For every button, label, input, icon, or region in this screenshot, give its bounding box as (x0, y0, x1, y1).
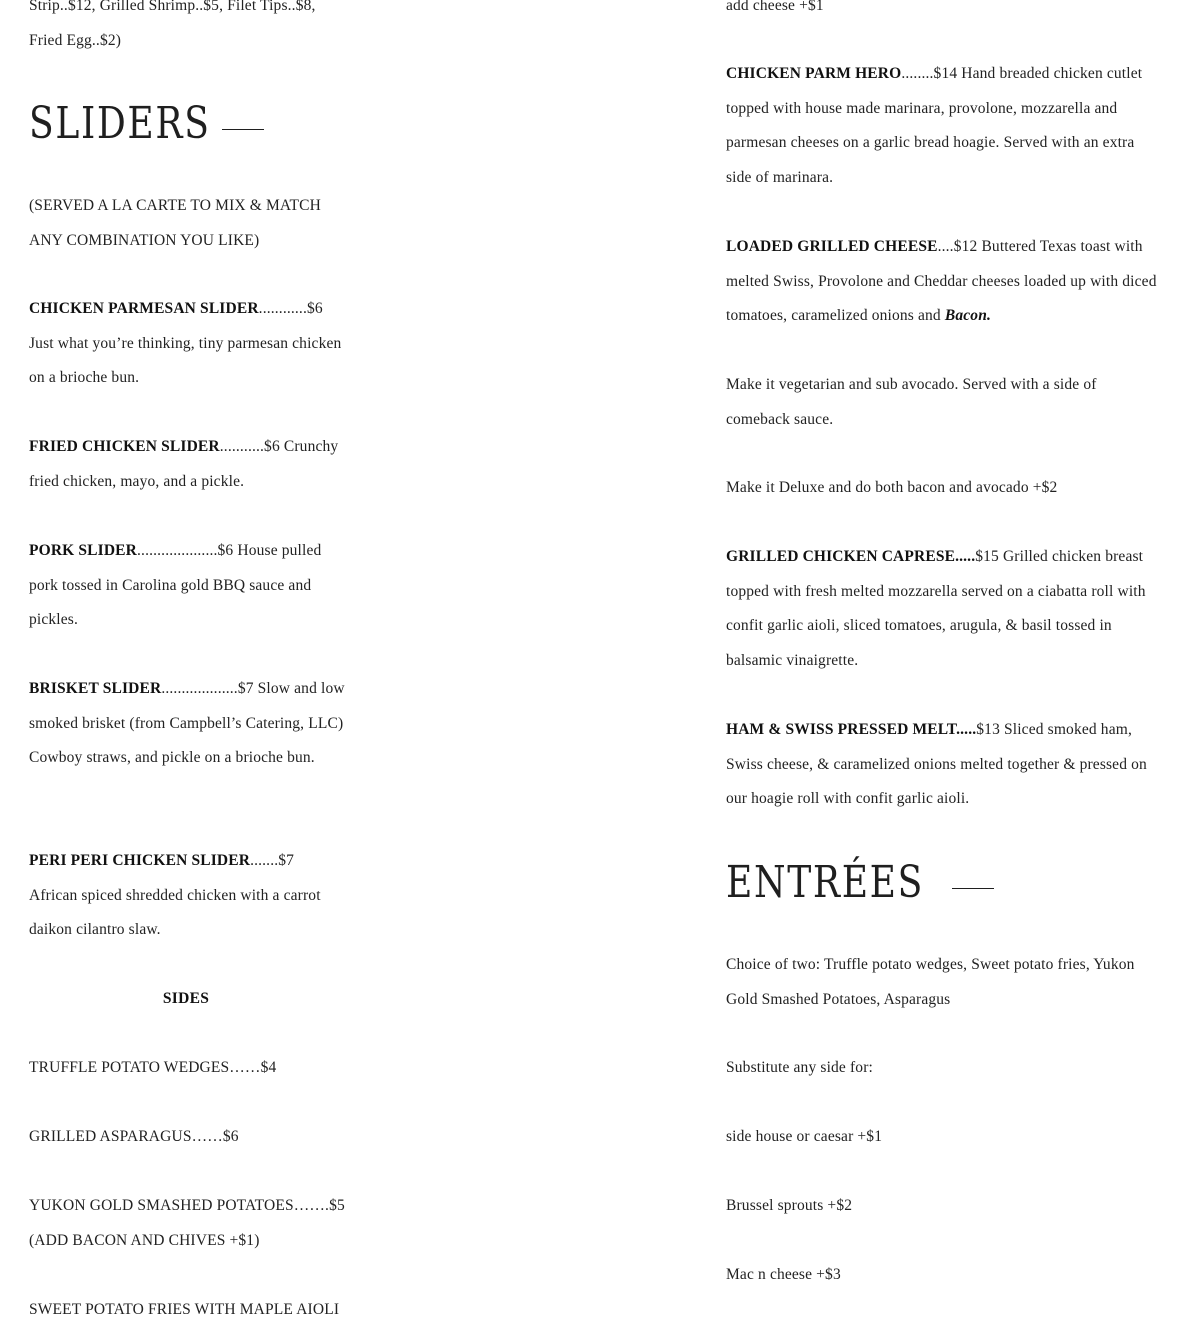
item-description: Hand breaded chicken cutlet topped with house made marinara, provolone, mozzarella and parmesan cheeses on a garlic bread hoagie. Served with an extra side of marinara. (726, 65, 1143, 186)
item-description: Crunchy fried chicken, mayo, and a pickle. (29, 438, 339, 490)
item-name: CHICKEN PARM HERO (726, 65, 902, 82)
item-name: GRILLED CHICKEN CAPRESE..... (726, 548, 976, 565)
sliders-heading-rule (222, 129, 264, 130)
item-name: FRIED CHICKEN SLIDER (29, 438, 220, 455)
item-name: PORK SLIDER (29, 542, 138, 559)
add-cheese-line: add cheese +$1 (726, 0, 824, 14)
menu-item-ham-swiss-pressed-melt (726, 713, 1162, 817)
item-price: ........$14 (901, 65, 958, 82)
intro-line-2: Fried Egg..$2) (29, 32, 122, 49)
substitute-item: side house or caesar +$1 (726, 1128, 883, 1145)
sliders-heading: SLIDERS (29, 98, 211, 149)
menu-item-fried-chicken-slider (29, 430, 345, 499)
substitute-item: Mac n cheese +$3 (726, 1266, 841, 1283)
menu-item-chicken-parmesan-slider (29, 292, 345, 396)
item-description: Buttered Texas toast with melted Swiss, Provolone and Cheddar cheeses loaded up with diced tomatoes, caramelized onions and (726, 238, 1157, 324)
entrees-choice: Choice of two: Truffle potato wedges, Sweet potato fries, Yukon Gold Smashed Potatoes, Asparagus (726, 956, 1135, 1008)
item-price: $15 (975, 548, 999, 565)
item-price: ...........$6 (219, 438, 280, 455)
item-price: ............$6 (258, 300, 323, 317)
side-item: YUKON GOLD SMASHED POTATOES…….$5 (ADD BACON AND CHIVES +$1) (29, 1197, 345, 1249)
menu-item-peri-peri-chicken-slider (29, 844, 345, 948)
deluxe-note: Make it Deluxe and do both bacon and avocado +$2 (726, 479, 1058, 496)
sides-title: SIDES (162, 990, 210, 1007)
substitute-label: Substitute any side for: (726, 1059, 873, 1076)
sliders-note: (SERVED A LA CARTE TO MIX & MATCH ANY COMBINATION YOU LIKE) (29, 197, 321, 249)
item-name: PERI PERI CHICKEN SLIDER (29, 852, 251, 869)
entrees-heading: ENTRÉES (726, 857, 925, 908)
substitute-item: Brussel sprouts +$2 (726, 1197, 853, 1214)
item-description: Sliced smoked ham, Swiss cheese, & caramelized onions melted together & pressed on our hoagie roll with confit garlic aioli. (726, 721, 1147, 807)
item-description: African spiced shredded chicken with a carrot daikon cilantro slaw. (29, 886, 321, 938)
menu-item-grilled-chicken-caprese (726, 540, 1162, 678)
item-emphasis: Bacon. (944, 307, 991, 324)
menu-item-brisket-slider (29, 672, 345, 776)
menu-item-pork-slider (29, 534, 345, 638)
menu-item-chicken-parm-hero (726, 57, 1162, 195)
item-price: ....................$6 (137, 542, 234, 559)
item-price: $13 (976, 721, 1000, 738)
entrees-heading-rule (952, 888, 994, 889)
item-price: ...................$7 (161, 680, 254, 697)
menu-item-loaded-grilled-cheese (726, 230, 1162, 334)
side-item: TRUFFLE POTATO WEDGES……$4 (29, 1059, 277, 1076)
intro-line-1: Strip..$12, Grilled Shrimp..$5, Filet Tips..$8, (29, 0, 316, 14)
item-description: Slow and low smoked brisket (from Campbell’s Catering, LLC) Cowboy straws, and pickle on a brioche bun. (29, 680, 345, 766)
item-description: Just what you’re thinking, tiny parmesan chicken on a brioche bun. (29, 334, 342, 386)
side-item: GRILLED ASPARAGUS……$6 (29, 1128, 239, 1145)
side-item: SWEET POTATO FRIES WITH MAPLE AIOLI (29, 1301, 340, 1318)
item-price: ....$12 (937, 238, 978, 255)
item-name: LOADED GRILLED CHEESE (726, 238, 938, 255)
item-price: .......$7 (250, 852, 295, 869)
item-name: BRISKET SLIDER (29, 680, 162, 697)
item-description: House pulled pork tossed in Carolina gold BBQ sauce and pickles. (29, 542, 322, 628)
item-description: Grilled chicken breast topped with fresh melted mozzarella served on a ciabatta roll with confit garlic aioli, sliced tomatoes, arugula, & basil tossed in balsamic vinaigrette. (726, 548, 1146, 669)
item-name: HAM & SWISS PRESSED MELT..... (726, 721, 977, 738)
item-name: CHICKEN PARMESAN SLIDER (29, 300, 259, 317)
vegetarian-note: Make it vegetarian and sub avocado. Served with a side of comeback sauce. (726, 376, 1097, 428)
